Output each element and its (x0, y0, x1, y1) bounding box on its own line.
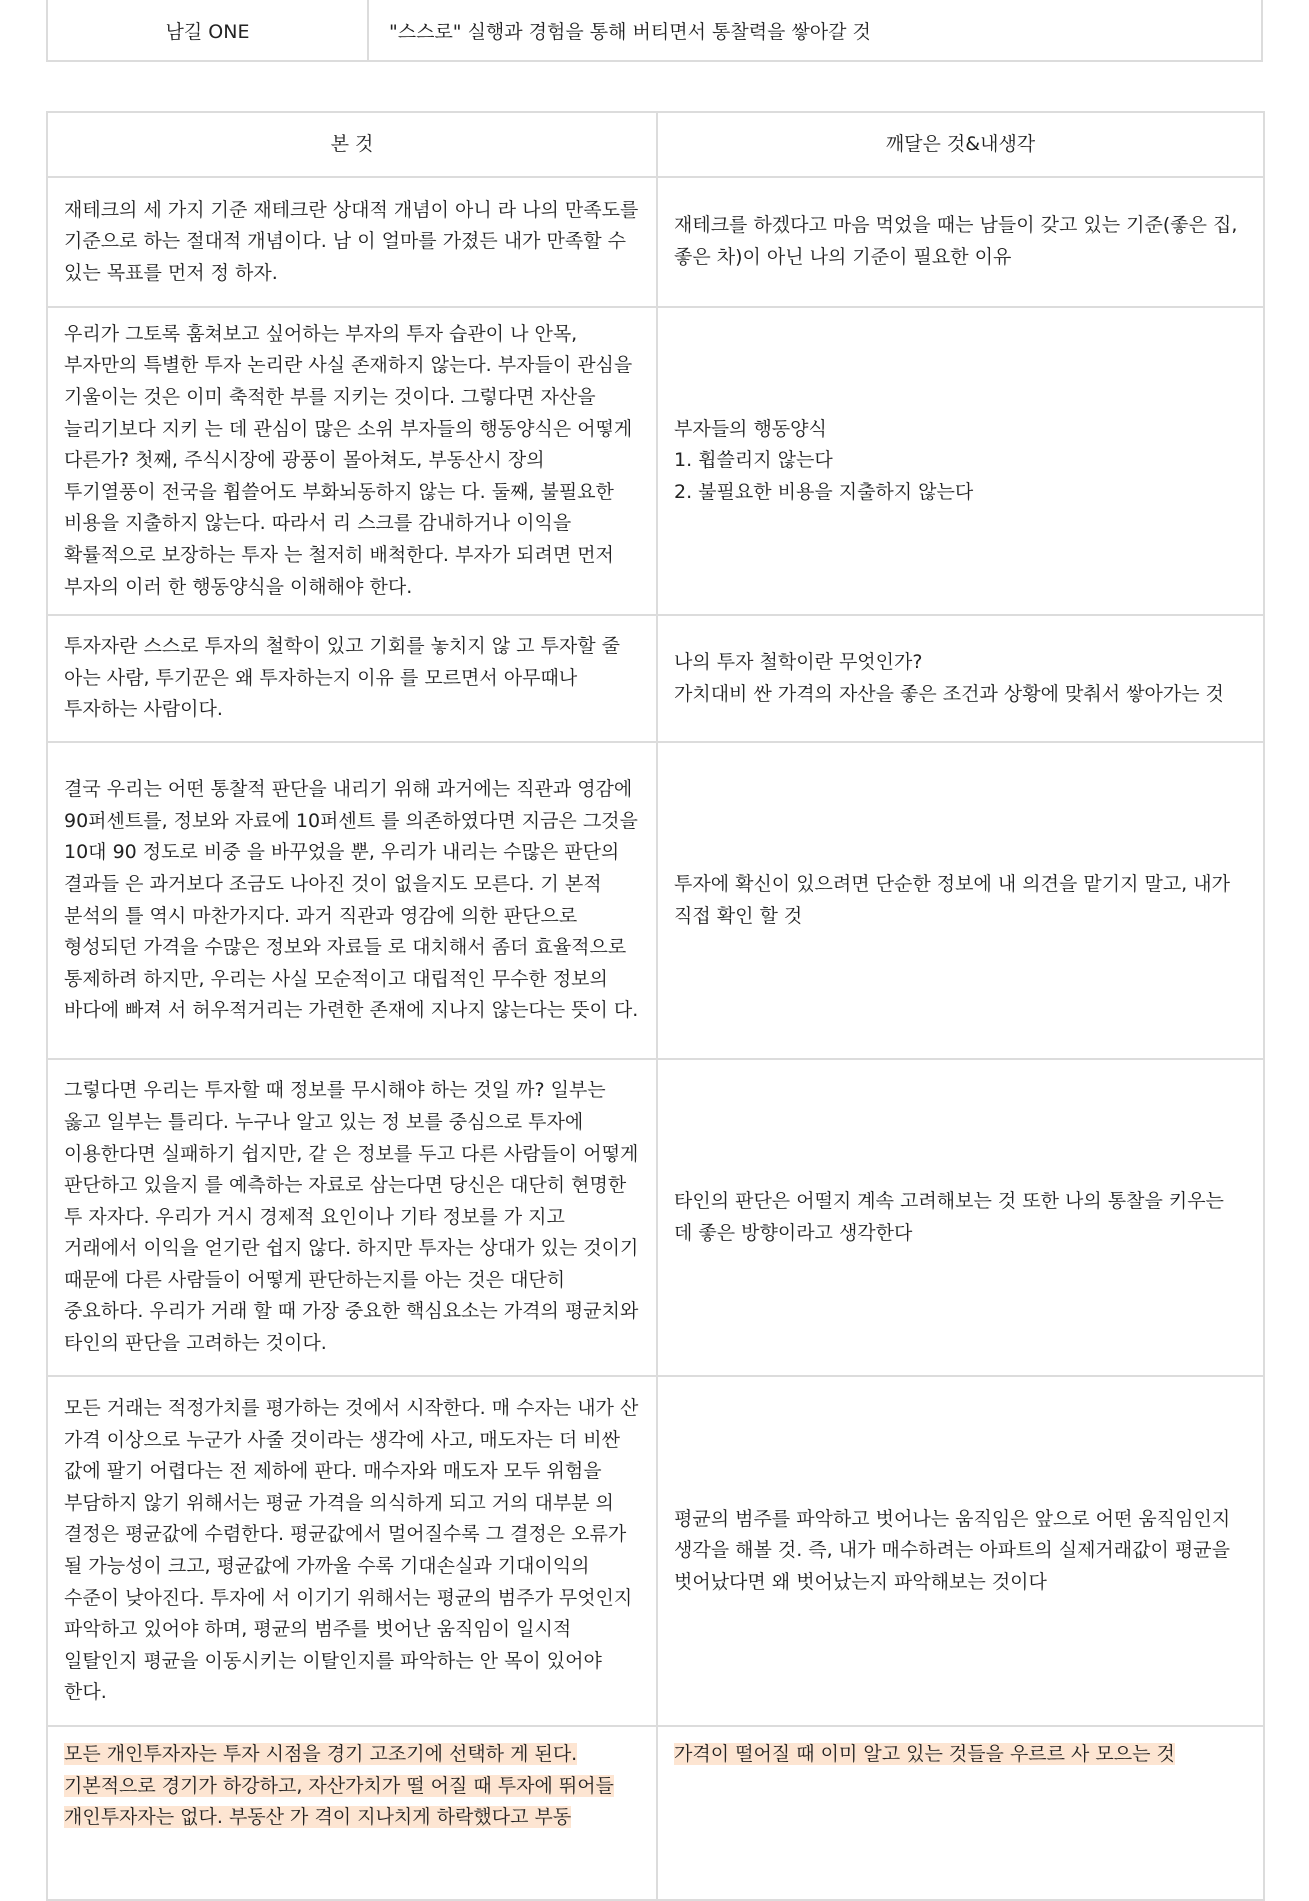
thought-cell (657, 307, 1264, 615)
thought-cell: 재테크를 하겠다고 마음 먹었을 때는 남들이 갖고 있는 기준(좋은 집, 좋은 차)이 아닌 나의 기준이 필요한 이유 (657, 177, 1264, 307)
summary-value: "스스로" 실행과 경험을 통해 버티면서 통찰력을 쌓아갈 것 (368, 0, 1262, 61)
table-header-row (47, 112, 1264, 177)
thought-line: 2. 불필요한 비용을 지출하지 않는다 (674, 480, 974, 503)
table-row (47, 615, 1264, 742)
summary-table (46, 0, 1263, 62)
summary-label: 남길 ONE (47, 0, 368, 61)
highlighted-text: 가격이 떨어질 때 이미 알고 있는 것들을 우르르 사 모으는 것 (674, 1743, 1175, 1765)
column-header-thought: 깨달은 것&내생각 (657, 112, 1264, 177)
reading-notes-table (46, 111, 1265, 1901)
table-row (47, 1376, 1264, 1726)
thought-cell: 평균의 범주를 파악하고 벗어나는 움직임은 앞으로 어떤 움직임인지 생각을 해볼 것. 즉, 내가 매수하려는 아파트의 실제거래값이 평균을 벗어났다면 왜 벗어났는지 파악해보는 것이다 (657, 1376, 1264, 1726)
thought-line: 부자들의 행동양식 (674, 417, 827, 440)
thought-line: 가치대비 싼 가격의 자산을 좋은 조건과 상황에 맞춰서 쌓아가는 것 (674, 682, 1224, 705)
thought-cell (657, 615, 1264, 742)
seen-cell: 그렇다면 우리는 투자할 때 정보를 무시해야 하는 것일 까? 일부는 옳고 일부는 틀리다. 누구나 알고 있는 정 보를 중심으로 투자에 이용한다면 실패하기 쉽지만, 같 은 정보를 두고 다른 사람들이 어떻게 판단하고 있을지 를 예측하는 자료로 삼는다면 당신은 대단히 현명한 투 자자다. 우리가 거시 경제적 요인이나 기타 정보를 가 지고 거래에서 이익을 얻기란 쉽지 않다. 하지만 투자는 상대가 있는 것이기 때문에 다른 사람들이 어떻게 판단하는지를 아는 것은 대단히 중요하다. 우리가 거래 할 때 가장 중요한 핵심요소는 가격의 평균치와 타인의 판단을 고려하는 것이다. (47, 1059, 657, 1376)
column-header-seen: 본 것 (47, 112, 657, 177)
seen-cell: 재테크의 세 가지 기준 재테크란 상대적 개념이 아니 라 나의 만족도를 기준으로 하는 절대적 개념이다. 남 이 얼마를 가졌든 내가 만족할 수 있는 목표를 먼저 정 하자. (47, 177, 657, 307)
table-row (47, 177, 1264, 307)
thought-line: 나의 투자 철학이란 무엇인가? (674, 650, 923, 673)
seen-cell: 모든 거래는 적정가치를 평가하는 것에서 시작한다. 매 수자는 내가 산 가격 이상으로 누군가 사줄 것이라는 생각에 사고, 매도자는 더 비싼 값에 팔기 어렵다는 전 제하에 판다. 매수자와 매도자 모두 위험을 부담하지 않기 위해서는 평균 가격을 의식하게 되고 거의 대부분 의 결정은 평균값에 수렴한다. 평균값에서 멀어질수록 그 결정은 오류가 될 가능성이 크고, 평균값에 가까울 수록 기대손실과 기대이익의 수준이 낮아진다. 투자에 서 이기기 위해서는 평균의 범주가 무엇인지 파악하고 있어야 하며, 평균의 범주를 벗어난 움직임이 일시적 일탈인지 평균을 이동시키는 이탈인지를 파악하는 안 목이 있어야 한다. (47, 1376, 657, 1726)
table-row (47, 742, 1264, 1059)
table-row (47, 1059, 1264, 1376)
seen-cell (47, 1726, 657, 1900)
table-row (47, 307, 1264, 615)
thought-cell: 투자에 확신이 있으려면 단순한 정보에 내 의견을 맡기지 말고, 내가 직접 확인 할 것 (657, 742, 1264, 1059)
summary-row (47, 0, 1262, 61)
thought-line: 1. 휩쓸리지 않는다 (674, 449, 833, 472)
table-row (47, 1726, 1264, 1900)
thought-cell: 타인의 판단은 어떨지 계속 고려해보는 것 또한 나의 통찰을 키우는 데 좋은 방향이라고 생각한다 (657, 1059, 1264, 1376)
thought-cell (657, 1726, 1264, 1900)
seen-cell: 투자자란 스스로 투자의 철학이 있고 기회를 놓치지 않 고 투자할 줄 아는 사람, 투기꾼은 왜 투자하는지 이유 를 모르면서 아무때나 투자하는 사람이다. (47, 615, 657, 742)
seen-cell: 결국 우리는 어떤 통찰적 판단을 내리기 위해 과거에는 직관과 영감에 90퍼센트를, 정보와 자료에 10퍼센트 를 의존하였다면 지금은 그것을 10대 90 정도로 비중 을 바꾸었을 뿐, 우리가 내리는 수많은 판단의 결과들 은 과거보다 조금도 나아진 것이 없을지도 모른다. 기 본적 분석의 틀 역시 마찬가지다. 과거 직관과 영감에 의한 판단으로 형성되던 가격을 수많은 정보와 자료들 로 대치해서 좀더 효율적으로 통제하려 하지만, 우리는 사실 모순적이고 대립적인 무수한 정보의 바다에 빠져 서 허우적거리는 가련한 존재에 지나지 않는다는 뜻이 다. (47, 742, 657, 1059)
highlighted-text: 모든 개인투자자는 투자 시점을 경기 고조기에 선택하 게 된다. 기본적으로 경기가 하강하고, 자산가치가 떨 어질 때 투자에 뛰어들 개인투자자는 없다. 부동산 가 격이 지나치게 하락했다고 부동 (64, 1743, 614, 1829)
seen-cell: 우리가 그토록 훔쳐보고 싶어하는 부자의 투자 습관이 나 안목, 부자만의 특별한 투자 논리란 사실 존재하지 않는다. 부자들이 관심을 기울이는 것은 이미 축적한 부를 지키는 것이다. 그렇다면 자산을 늘리기보다 지키 는 데 관심이 많은 소위 부자들의 행동양식은 어떻게 다른가? 첫째, 주식시장에 광풍이 몰아쳐도, 부동산시 장의 투기열풍이 전국을 휩쓸어도 부화뇌동하지 않는 다. 둘째, 불필요한 비용을 지출하지 않는다. 따라서 리 스크를 감내하거나 이익을 확률적으로 보장하는 투자 는 철저히 배척한다. 부자가 되려면 먼저 부자의 이러 한 행동양식을 이해해야 한다. (47, 307, 657, 615)
